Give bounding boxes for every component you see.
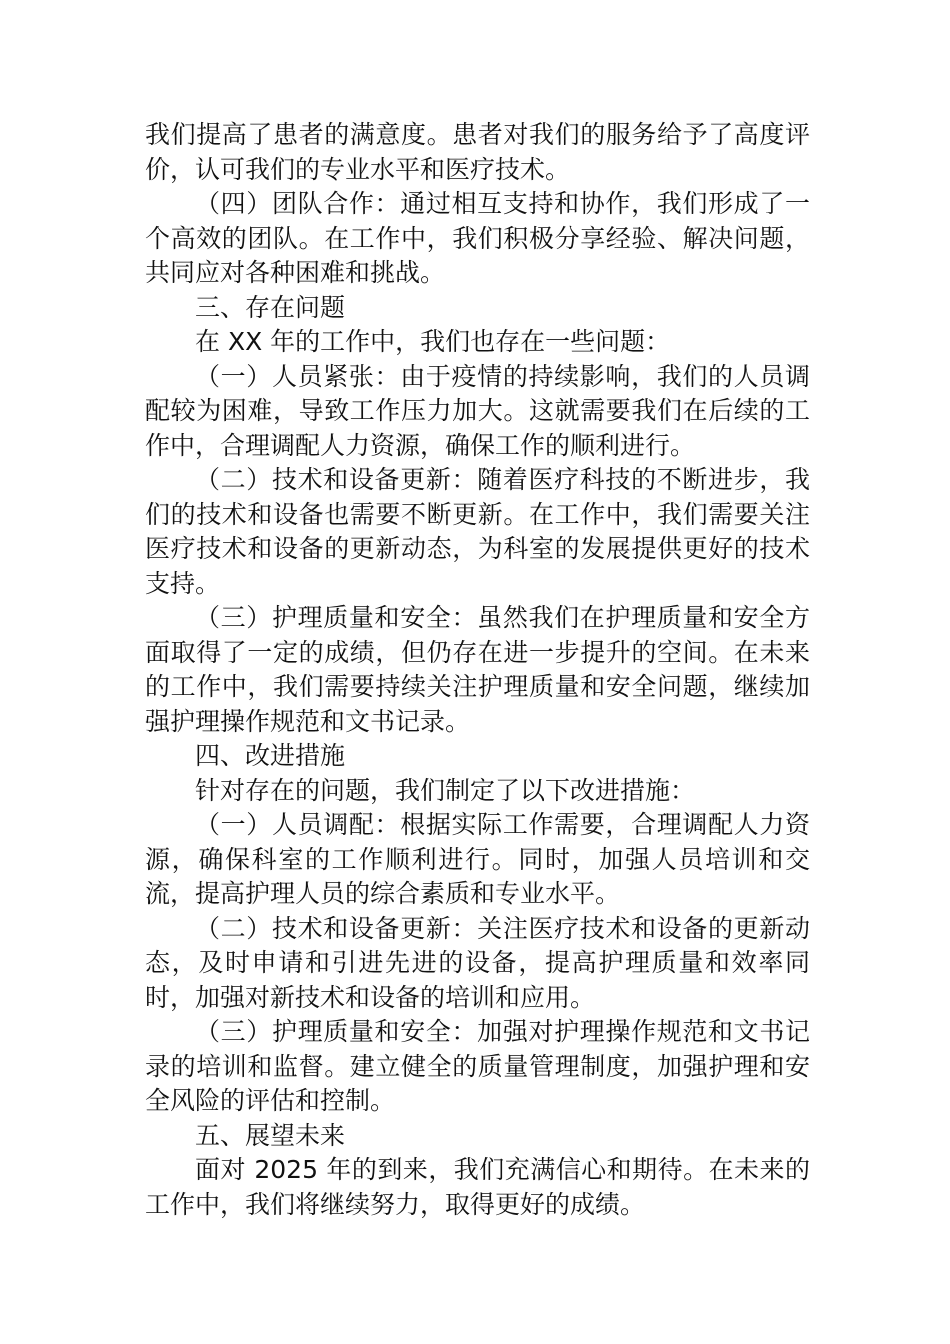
paragraph-problems-intro: 在 XX 年的工作中，我们也存在一些问题：: [195, 327, 671, 356]
paragraph-tech-update-measure: （二）技术和设备更新：关注医疗技术和设备的更新动态，及时申请和引进先进的设备，提高护理质量和效率同时，加强对新技术和设备的培训和应用。: [145, 913, 810, 1012]
section-heading-improvements: 四、改进措施: [195, 741, 346, 770]
paragraph-staff-shortage: （一）人员紧张：由于疫情的持续影响，我们的人员调配较为困难，导致工作压力加大。这就需要我们在后续的工作中，合理调配人力资源，确保工作的顺利进行。: [145, 361, 810, 460]
paragraph-satisfaction: 我们提高了患者的满意度。患者对我们的服务给予了高度评价，认可我们的专业水平和医疗技术。: [145, 120, 810, 184]
paragraph-outlook: 面对 2025 年的到来，我们充满信心和期待。在未来的工作中，我们将继续努力，取得更好的成绩。: [145, 1155, 810, 1219]
paragraph-quality-safety-measure: （三）护理质量和安全：加强对护理操作规范和文书记录的培训和监督。建立健全的质量管理制度，加强护理和安全风险的评估和控制。: [145, 1017, 810, 1115]
document-body: [145, 118, 810, 1222]
paragraph-staff-allocation: （一）人员调配：根据实际工作需要，合理调配人力资源，确保科室的工作顺利进行。同时，加强人员培训和交流，提高护理人员的综合素质和专业水平。: [145, 810, 810, 908]
paragraph-tech-update-problem: （二）技术和设备更新：随着医疗科技的不断进步，我们的技术和设备也需要不断更新。在工作中，我们需要关注医疗技术和设备的更新动态，为科室的发展提供更好的技术支持。: [145, 465, 810, 598]
paragraph-quality-safety-problem: （三）护理质量和安全：虽然我们在护理质量和安全方面取得了一定的成绩，但仍存在进一步提升的空间。在未来的工作中，我们需要持续关注护理质量和安全问题，继续加强护理操作规范和文书记录。: [145, 603, 810, 736]
paragraph-teamwork: （四）团队合作：通过相互支持和协作，我们形成了一个高效的团队。在工作中，我们积极分享经验、解决问题，共同应对各种困难和挑战。: [145, 189, 810, 287]
section-heading-problems: 三、存在问题: [195, 292, 346, 322]
section-heading-outlook: 五、展望未来: [195, 1120, 346, 1150]
paragraph-improvements-intro: 针对存在的问题，我们制定了以下改进措施：: [195, 775, 696, 805]
